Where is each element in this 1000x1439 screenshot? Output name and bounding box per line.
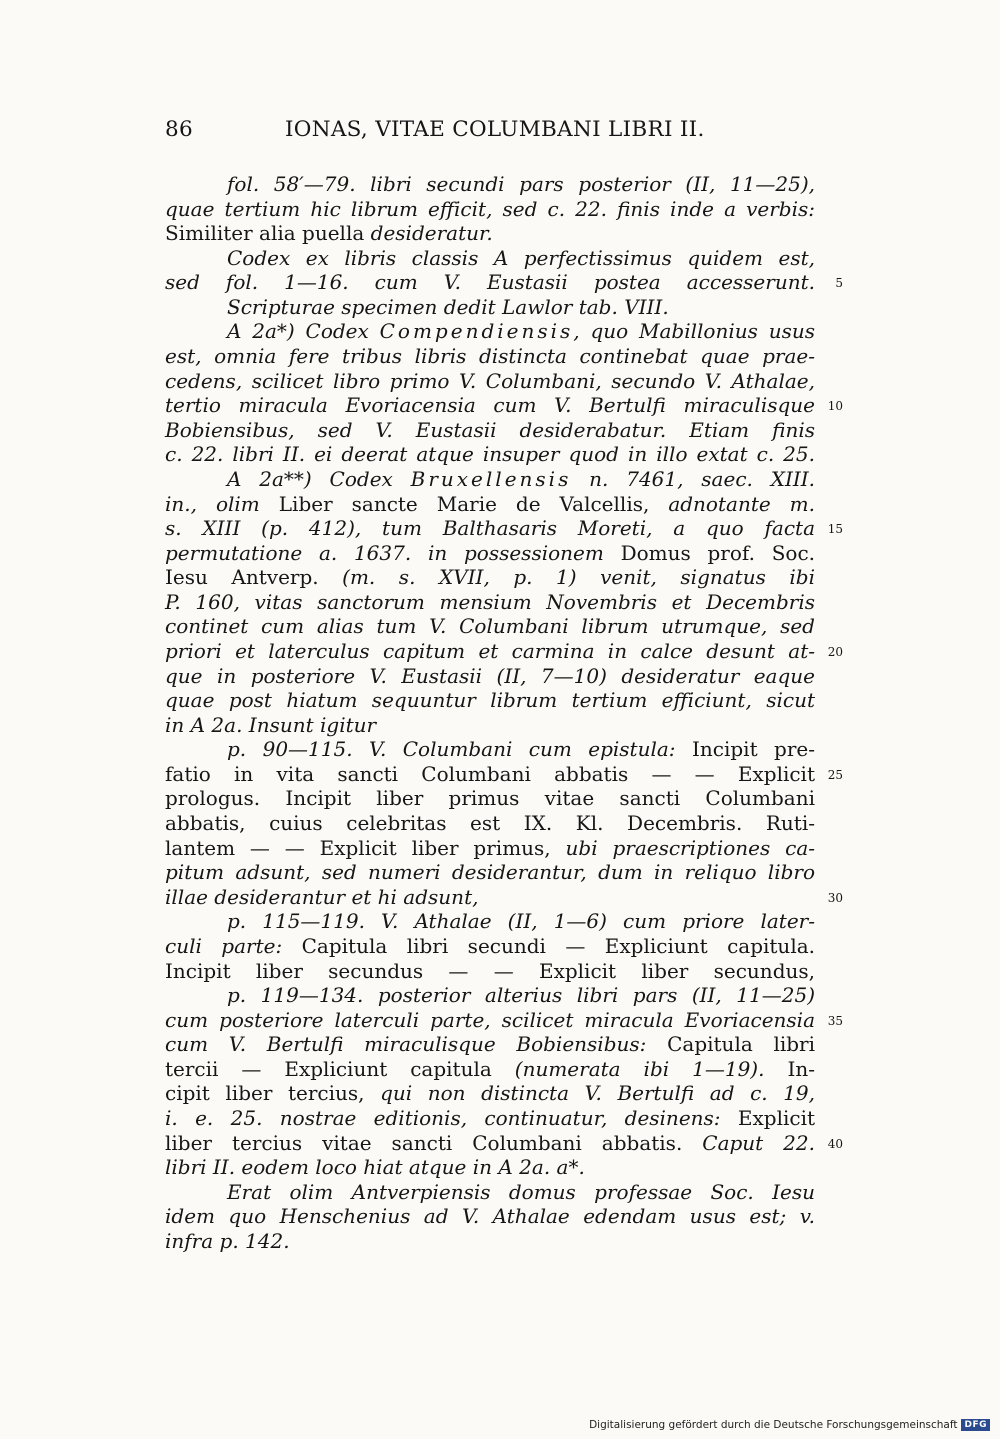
text-line: libri II. eodem loco hiat atque in A 2a. a*.	[165, 1155, 585, 1180]
text-line: culi parte: Capitula libri secundi — Expliciunt capitula.	[165, 933, 815, 958]
text-line: idem quo Henschenius ad V. Athalae edendam usus est; v.	[165, 1204, 815, 1229]
text-line: in A 2a. Insunt igitur	[165, 712, 377, 737]
text-line: Erat olim Antverpiensis domus professae Soc. Iesu	[227, 1179, 815, 1204]
text-line: Iesu Antverp. (m. s. XVII, p. 1) venit, signatus ibi	[165, 565, 815, 590]
text-line: fatio in vita sancti Columbani abbatis — — Explicit 25	[165, 761, 843, 786]
text-line: s. XIII (p. 412), tum Balthasaris Moreti, a quo facta 15	[165, 516, 843, 541]
running-header	[165, 117, 815, 147]
text-line: Incipit liber secundus — — Explicit liber secundus,	[165, 958, 815, 983]
text-line: que in posteriore V. Eustasii (II, 7—10) desideratur eaque	[165, 663, 815, 688]
text-line: permutatione a. 1637. in possessionem Domus prof. Soc.	[165, 540, 815, 565]
text-line: c. 22. libri II. ei deerat atque insuper quod in illo extat c. 25.	[165, 442, 815, 467]
text-line: pitum adsunt, sed numeri desiderantur, dum in reliquo libro	[165, 860, 815, 885]
text-line: p. 119—134. posterior alterius libri pars (II, 11—25)	[227, 983, 815, 1008]
line-number: 30	[827, 890, 843, 905]
text-line: sed fol. 1—16. cum V. Eustasii postea accesserunt. 5	[165, 270, 843, 295]
text-line: cipit liber tercius, qui non distincta V. Bertulfi ad c. 19,	[165, 1081, 815, 1106]
credit-text: Digitalisierung gefördert durch die Deutsche Forschungsgemeinschaft	[589, 1419, 958, 1431]
text-line: illae desiderantur et hi adsunt, 30	[165, 884, 843, 909]
text-line: infra p. 142.	[165, 1228, 290, 1253]
text-line: p. 115—119. V. Athalae (II, 1—6) cum priore later-	[227, 909, 815, 934]
text-line: prologus. Incipit liber primus vitae sancti Columbani	[165, 786, 815, 811]
line-number: 20	[827, 644, 843, 659]
line-number: 15	[827, 522, 843, 537]
text-line: i. e. 25. nostrae editionis, continuatur, desinens: Explicit	[165, 1105, 815, 1130]
line-number: 10	[827, 399, 843, 414]
text-line: priori et laterculus capitum et carmina in calce desunt at- 20	[165, 638, 843, 663]
line-number: 40	[827, 1136, 843, 1151]
text-line: fol. 58′—79. libri secundi pars posterior (II, 11—25),	[227, 172, 815, 196]
dfg-logo-icon: DFG	[961, 1419, 990, 1431]
text-line: Codex ex libris classis A perfectissimus quidem est,	[227, 245, 815, 270]
text-line: Scripturae specimen dedit Lawlor tab. VIII.	[227, 294, 669, 319]
line-number: 5	[835, 276, 843, 291]
text-line: lantem — — Explicit liber primus, ubi praescriptiones ca-	[165, 835, 815, 860]
digitization-credit	[589, 1419, 990, 1431]
text-line: tercii — Expliciunt capitula (numerata ibi 1—19). In-	[165, 1056, 815, 1081]
body-text	[165, 172, 843, 1253]
running-title: IONAS, VITAE COLUMBANI LIBRI II.	[285, 117, 705, 142]
text-line: cedens, scilicet libro primo V. Columbani, secundo V. Athalae,	[165, 368, 815, 393]
text-line: quae post hiatum sequuntur librum tertium efficiunt, sicut	[165, 688, 815, 713]
text-line: abbatis, cuius celebritas est IX. Kl. Decembris. Ruti-	[165, 811, 815, 836]
line-number: 25	[827, 767, 843, 782]
text-line: liber tercius vitae sancti Columbani abbatis. Caput 22. 40	[165, 1130, 843, 1155]
text-line: P. 160, vitas sanctorum mensium Novembris et Decembris	[165, 589, 815, 614]
page-number: 86	[165, 117, 193, 142]
text-line: in., olim Liber sancte Marie de Valcellis, adnotante m.	[165, 491, 815, 516]
line-number: 35	[827, 1013, 843, 1028]
text-line: A 2a**) Codex Bruxellensis n. 7461, saec. XIII.	[227, 466, 815, 491]
text-line: cum V. Bertulfi miraculisque Bobiensibus: Capitula libri	[165, 1032, 816, 1057]
text-line: cum posteriore laterculi parte, scilicet miracula Evoriacensia 35	[165, 1007, 843, 1032]
text-line: continet cum alias tum V. Columbani librum utrumque, sed	[165, 614, 815, 639]
text-line: est, omnia fere tribus libris distincta continebat quae prae-	[165, 344, 815, 369]
text-line: A 2a*) Codex Compendiensis, quo Mabillonius usus	[227, 319, 815, 344]
text-line: Bobiensibus, sed V. Eustasii desiderabatur. Etiam finis	[165, 417, 815, 442]
text-line: quae tertium hic librum efficit, sed c. 22. finis inde a verbis:	[165, 196, 815, 221]
text-line: Similiter alia puella desideratur.	[165, 221, 493, 246]
text-line: tertio miracula Evoriacensia cum V. Bertulfi miraculisque 10	[165, 393, 843, 418]
text-line: p. 90—115. V. Columbani cum epistula: Incipit pre-	[227, 737, 815, 762]
